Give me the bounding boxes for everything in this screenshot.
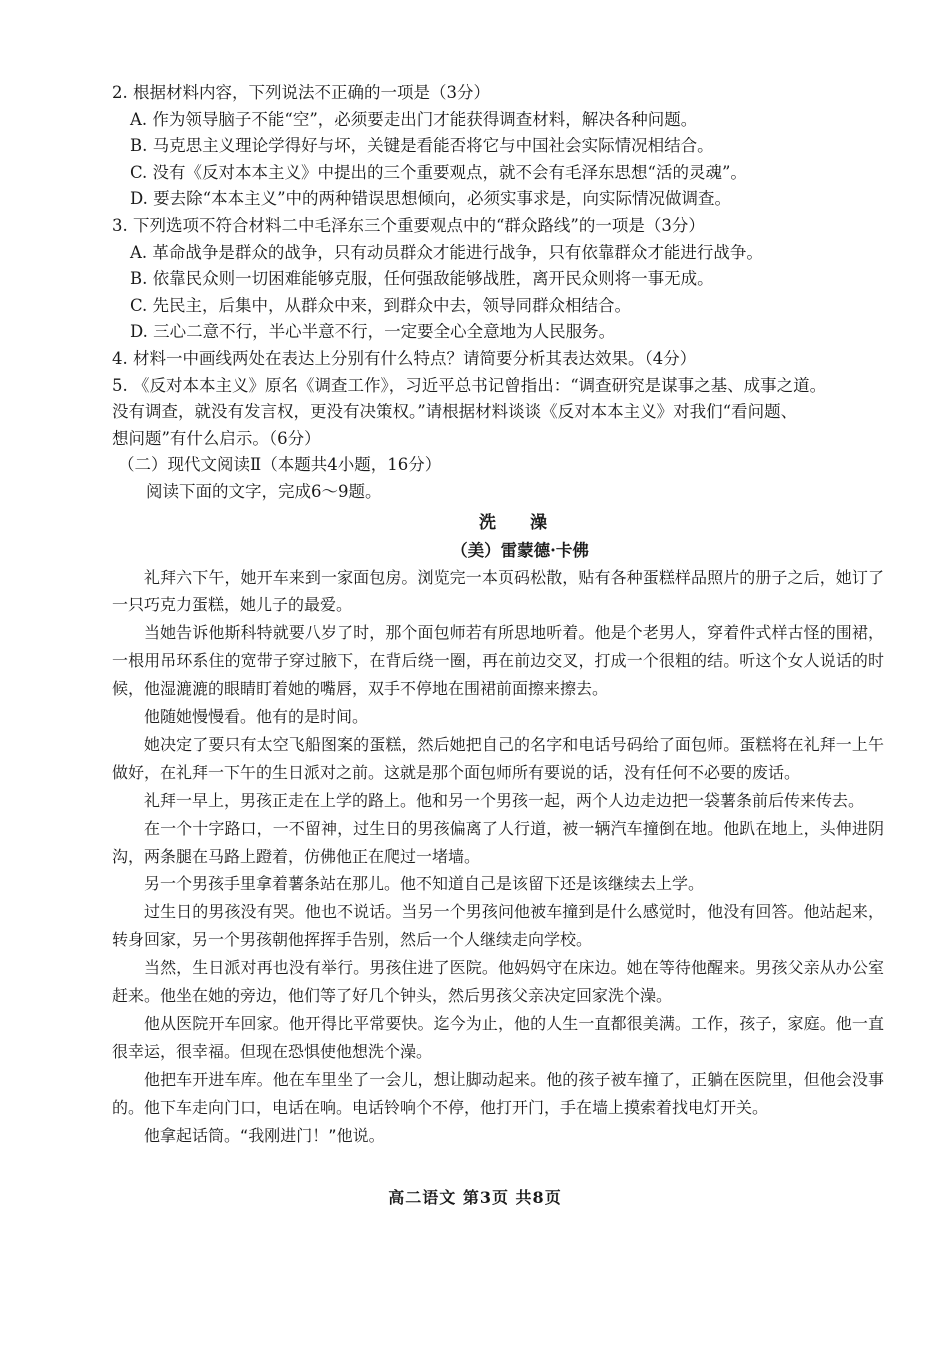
question-2-option-b: B. 马克思主义理论学得好与坏，关键是看能否将它与中国社会实际情况相结合。 [130, 136, 714, 156]
story-paragraph: 礼拜一早上，男孩正走在上学的路上。他和另一个男孩一起，两个人边走边把一袋薯条前后传来传去。 [144, 790, 865, 810]
question-5-line-3: 想问题”有什么启示。（6分） [112, 428, 321, 448]
story-paragraph: 她决定了要只有太空飞船图案的蛋糕，然后她把自己的名字和电话号码给了面包师。蛋糕将在礼拜一上午做好，在礼拜一下午的生日派对之前。这就是那个面包师所有要说的话，没有任何不必要的废话。 [112, 734, 884, 782]
story-paragraph: 他随她慢慢看。他有的是时间。 [144, 707, 369, 727]
question-2-option-d: D. 要去除“本本主义”中的两种错误思想倾向，必须实事求是，向实际情况做调查。 [130, 189, 732, 209]
question-5-line-1: 5. 《反对本本主义》原名《调查工作》，习近平总书记曾指出：“调查研究是谋事之基、成事之道。 [112, 375, 827, 395]
question-3-option-d: D. 三心二意不行，半心半意不行，一定要全心全意地为人民服务。 [130, 322, 616, 342]
question-3-option-b: B. 依靠民众则一切困难能够克服，任何强敌能够战胜，离开民众则将一事无成。 [130, 269, 714, 289]
question-5-line-2: 没有调查，就没有发言权，更没有决策权。”请根据材料谈谈《反对本本主义》对我们“看问题、 [112, 402, 798, 422]
story-paragraph: 礼拜六下午，她开车来到一家面包房。浏览完一本页码松散，贴有各种蛋糕样品照片的册子之后，她订了一只巧克力蛋糕，她儿子的最爱。 [112, 567, 884, 615]
story-paragraph: 另一个男孩手里拿着薯条站在那儿。他不知道自己是该留下还是该继续去上学。 [144, 874, 705, 894]
question-2-option-a: A. 作为领导脑子不能“空”，必须要走出门才能获得调查材料，解决各种问题。 [130, 109, 698, 129]
section-heading: （二）现代文阅读Ⅱ（本题共4小题，16分） [118, 455, 442, 475]
story-title: 洗 澡 [479, 512, 561, 533]
section-instruction: 阅读下面的文字，完成6～9题。 [146, 481, 382, 501]
story-paragraph: 他拿起话筒。“我刚进门！”他说。 [144, 1125, 385, 1145]
story-paragraph: 在一个十字路口，一不留神，过生日的男孩偏离了人行道，被一辆汽车撞倒在地。他趴在地上，头伸进阴沟，两条腿在马路上蹬着，仿佛他正在爬过一堵墙。 [112, 818, 884, 866]
story-paragraph: 过生日的男孩没有哭。他也不说话。当另一个男孩问他被车撞到是什么感觉时，他没有回答。他站起来，转身回家，另一个男孩朝他挥挥手告别，然后一个人继续走向学校。 [112, 902, 884, 950]
question-3-option-c: C. 先民主，后集中，从群众中来，到群众中去，领导同群众相结合。 [130, 295, 632, 315]
question-3-stem: 3. 下列选项不符合材料二中毛泽东三个重要观点中的“群众路线”的一项是（3分） [112, 215, 705, 235]
page-footer: 高二语文 第3页 共8页 [388, 1188, 562, 1207]
story-paragraph: 他从医院开车回家。他开得比平常要快。迄今为止，他的人生一直都很美满。工作，孩子，家庭。他一直很幸运，很幸福。但现在恐惧使他想洗个澡。 [112, 1014, 884, 1061]
question-2-option-c: C. 没有《反对本本主义》中提出的三个重要观点，就不会有毛泽东思想“活的灵魂”。 [130, 162, 747, 182]
story-paragraph: 他把车开进车库。他在车里坐了一会儿，想让脚动起来。他的孩子被车撞了，正躺在医院里，但他会没事的。他下车走向门口，电话在响。电话铃响个不停，他打开门，手在墙上摸索着找电灯开关。 [112, 1069, 884, 1117]
question-2-stem: 2. 根据材料内容，下列说法不正确的一项是（3分） [112, 83, 490, 102]
story-paragraph: 当她告诉他斯科特就要八岁了时，那个面包师若有所思地听着。他是个老男人，穿着件式样古怪的围裙，一根用吊环系住的宽带子穿过腋下，在背后绕一圈，再在前边交叉，打成一个很粗的结。听这个女人说话的时候，他湿漉漉的眼睛盯着她的嘴唇，双手不停地在围裙前面擦来擦去。 [112, 623, 884, 699]
question-4-stem: 4. 材料一中画线两处在表达上分别有什么特点？请简要分析其表达效果。（4分） [112, 348, 697, 368]
story-author: （美）雷蒙德·卡佛 [451, 540, 589, 560]
question-3-option-a: A. 革命战争是群众的战争，只有动员群众才能进行战争，只有依靠群众才能进行战争。 [130, 242, 763, 262]
story-paragraph: 当然，生日派对再也没有举行。男孩住进了医院。他妈妈守在床边。她在等待他醒来。男孩父亲从办公室赶来。他坐在她的旁边，他们等了好几个钟头，然后男孩父亲决定回家洗个澡。 [112, 958, 884, 1006]
